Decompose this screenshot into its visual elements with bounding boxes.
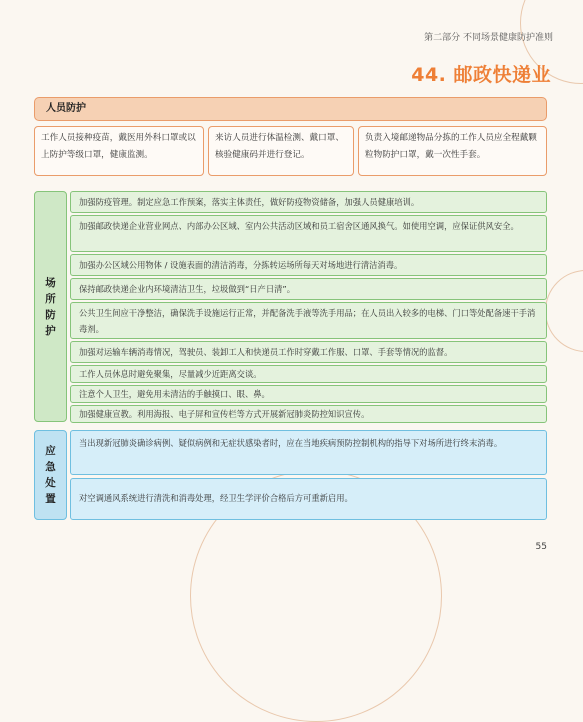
site-row-7: 工作人员休息时避免聚集，尽量减少近距离交谈。 <box>70 365 547 383</box>
site-row-9: 加强健康宣教。利用海报、电子屏和宣传栏等方式开展新冠肺炎防控知识宣传。 <box>70 405 547 423</box>
emergency-row-2: 对空调通风系统进行清洗和消毒处理，经卫生学评价合格后方可重新启用。 <box>70 478 547 520</box>
site-protection-label-text: 场所防护 <box>45 276 56 337</box>
personnel-item-2: 来访人员进行体温检测、戴口罩、核验健康码并进行登记。 <box>208 126 354 176</box>
emergency-response-label-text: 应急处置 <box>45 445 56 505</box>
decorative-arc-right <box>545 270 583 352</box>
emergency-row-1: 当出现新冠肺炎确诊病例、疑似病例和无症状感染者时，应在当地疾病预防控制机构的指导下对场所进行终末消毒。 <box>70 430 547 475</box>
personnel-item-1: 工作人员接种疫苗，戴医用外科口罩或以上防护等级口罩，健康监测。 <box>34 126 204 176</box>
site-row-6: 加强对运输车辆消毒情况，驾驶员、装卸工人和快递员工作时穿戴工作服、口罩、手套等情况的监督。 <box>70 341 547 363</box>
site-row-1: 加强防疫管理。制定应急工作预案，落实主体责任，做好防疫物资储备，加强人员健康培训。 <box>70 191 547 213</box>
site-row-4: 保持邮政快递企业内环境清洁卫生，垃圾做到“日产日清”。 <box>70 278 547 300</box>
site-row-5: 公共卫生间应干净整洁，确保洗手设施运行正常，并配备洗手液等洗手用品；在人员出入较多的电梯、门口等处配备速干手消毒剂。 <box>70 302 547 339</box>
page-title: 44. 邮政快递业 <box>411 64 551 86</box>
site-row-2: 加强邮政快递企业营业网点、内部办公区域、室内公共活动区域和员工宿舍区通风换气。如使用空调，应保证供风安全。 <box>70 215 547 252</box>
site-row-8: 注意个人卫生，避免用未清洁的手触摸口、眼、鼻。 <box>70 385 547 403</box>
page-number: 55 <box>535 542 547 552</box>
site-protection-label <box>34 191 67 422</box>
personnel-heading: 人员防护 <box>34 97 547 121</box>
personnel-item-3: 负责入境邮递物品分拣的工作人员应全程戴颗粒物防护口罩，戴一次性手套。 <box>358 126 547 176</box>
site-row-3: 加强办公区域公用物体 / 设施表面的清洁消毒，分拣转运场所每天对场地进行清洁消毒。 <box>70 254 547 276</box>
section-title: 第二部分 不同场景健康防护准则 <box>424 33 553 43</box>
emergency-response-label <box>34 430 67 520</box>
